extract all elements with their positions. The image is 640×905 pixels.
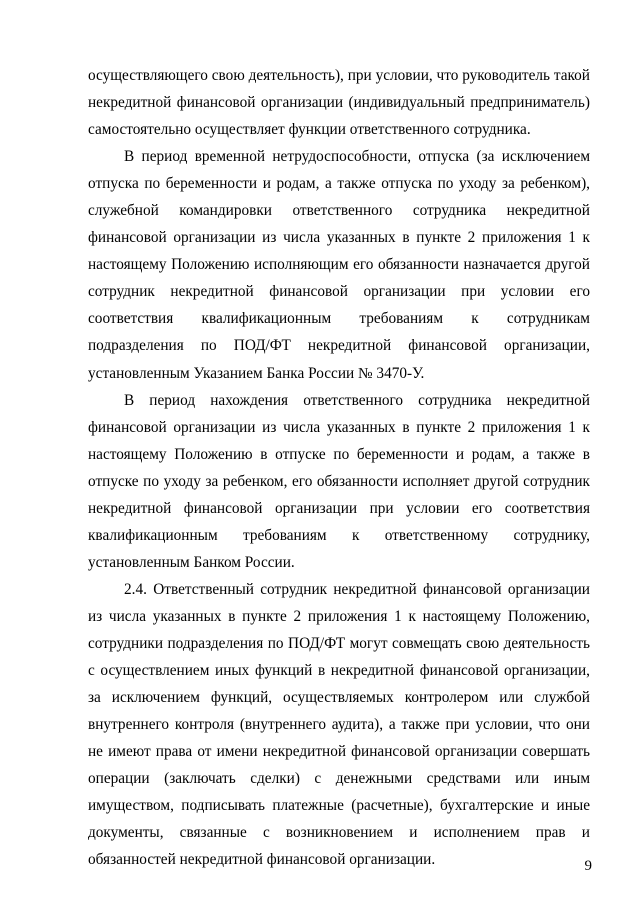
page-number: 9 — [584, 858, 592, 874]
paragraph-section-2-4: 2.4. Ответственный сотрудник некредитной финансовой организации из числа указанных в пункте 2 приложения 1 к настоящему Положению, сотрудники подразделения по ПОД/ФТ могут совмещать свою деятельность с осуществлением иных функций в некредитной финансовой организации, за исключением функций, осуществляемых контролером или службой внутреннего контроля (внутреннего аудита), а также при условии, что они не имеют права от имени некредитной финансовой организации совершать операции (заключать сделки) с денежными средствами или иным имуществом, подписывать платежные (расчетные), бухгалтерские и иные документы, связанные с возникновением и исполнением прав и обязанностей некредитной финансовой организации. — [88, 580, 590, 869]
document-body — [88, 62, 590, 873]
paragraph-maternity-leave: В период нахождения ответственного сотрудника некредитной финансовой организации из числа указанных в пункте 2 приложения 1 к настоящему Положению в отпуске по беременности и родам, а также в отпуске по уходу за ребенком, его обязанности исполняет другой сотрудник некредитной финансовой организации при условии его соответствия квалификационным требованиям к ответственному сотруднику, установленным Банком России. — [88, 391, 590, 571]
paragraph-temporary-absence: В период временной нетрудоспособности, отпуска (за исключением отпуска по беременности и родам, а также отпуска по уходу за ребенком), служебной командировки ответственного сотрудника некредитной финансовой организации из числа указанных в пункте 2 приложения 1 к настоящему Положению исполняющим его обязанности назначается другой сотрудник некредитной финансовой организации при условии его соответствия квалификационным требованиям к сотрудникам подразделения по ПОД/ФТ некредитной финансовой организации, установленным Указанием Банка России № 3470-У. — [88, 148, 590, 382]
paragraph-continuation: осуществляющего свою деятельность), при условии, что руководитель такой некредитной финансовой организации (индивидуальный предприниматель) самостоятельно осуществляет функции ответственного сотрудника. — [88, 67, 590, 139]
